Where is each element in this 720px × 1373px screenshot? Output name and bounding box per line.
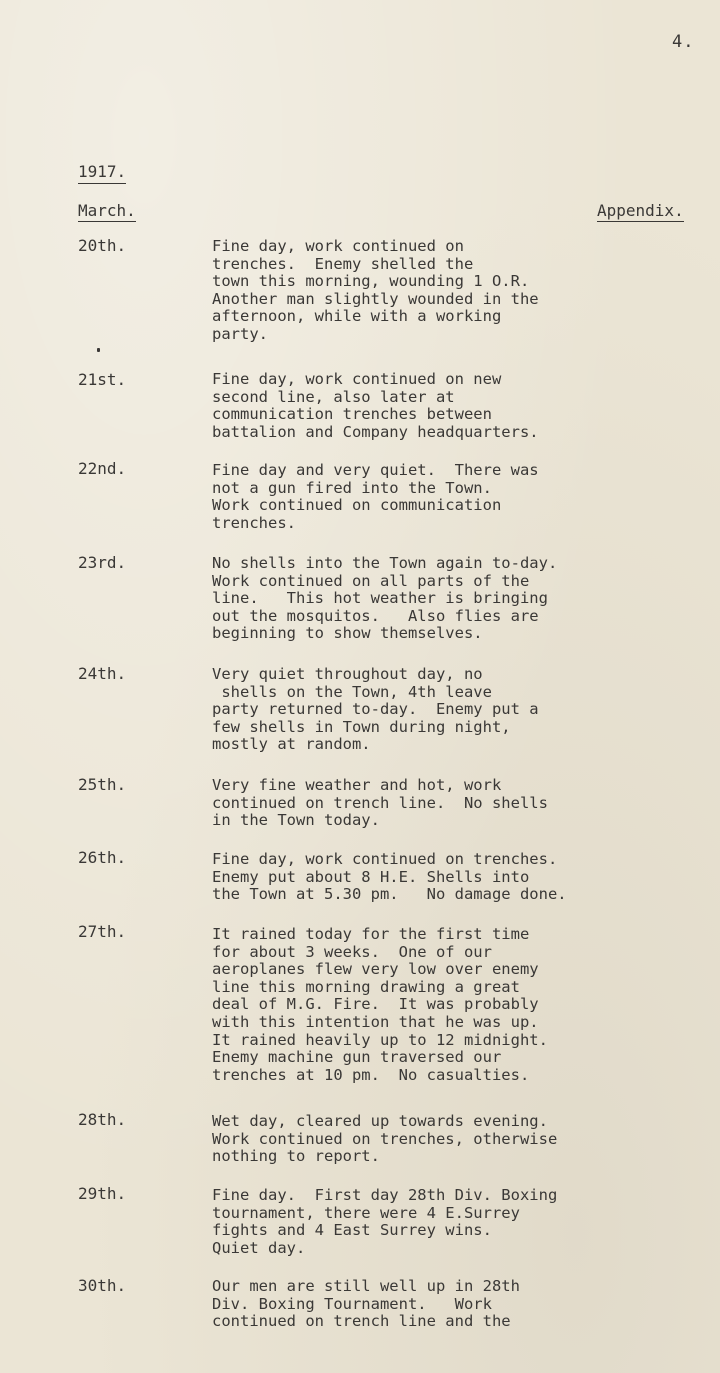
margin-ink-mark: [97, 348, 100, 352]
entry-date: 27th.: [78, 922, 127, 941]
appendix-heading: Appendix.: [597, 201, 684, 220]
entry-date: 24th.: [78, 664, 127, 683]
entry-text: Fine day, work continued on trenches. Enemy put about 8 H.E. Shells into the Town at 5.30 pm. No damage done.: [212, 850, 567, 904]
entry-text: Fine day. First day 28th Div. Boxing tournament, there were 4 E.Surrey fights and 4 East Surrey wins. Quiet day.: [212, 1186, 558, 1257]
entry-date: 25th.: [78, 775, 127, 794]
entry-date: 30th.: [78, 1276, 127, 1295]
entry-date: 20th.: [78, 236, 127, 255]
month-heading: March.: [78, 201, 136, 220]
page-number: 4.: [672, 32, 695, 52]
entry-text: Fine day, work continued on new second line, also later at communication trenches between battalion and Company headquarters.: [212, 370, 539, 441]
entry-date: 29th.: [78, 1184, 127, 1203]
entry-date: 22nd.: [78, 459, 127, 478]
year-heading: 1917.: [78, 162, 126, 184]
entry-date: 23rd.: [78, 553, 127, 572]
entry-date: 21st.: [78, 370, 127, 389]
entry-text: Fine day and very quiet. There was not a gun fired into the Town. Work continued on communication trenches.: [212, 461, 539, 532]
entry-text: Wet day, cleared up towards evening. Work continued on trenches, otherwise nothing to report.: [212, 1112, 558, 1166]
entry-text: It rained today for the first time for about 3 weeks. One of our aeroplanes flew very low over enemy line this morning drawing a great deal of M.G. Fire. It was probably with this intention that he was up. It rained heavily up to 12 midnight. Enemy machine gun traversed our trenches at 10 pm. No casualties.: [212, 925, 548, 1084]
entry-date: 28th.: [78, 1110, 127, 1129]
entry-text: Our men are still well up in 28th Div. Boxing Tournament. Work continued on trench line and the: [212, 1277, 520, 1331]
entry-text: No shells into the Town again to-day. Work continued on all parts of the line. This hot weather is bringing out the mosquitos. Also flies are beginning to show themselves.: [212, 554, 558, 643]
entry-date: 26th.: [78, 848, 127, 867]
entry-text: Fine day, work continued on trenches. Enemy shelled the town this morning, wounding 1 O.R. Another man slightly wounded in the afternoon, while with a working party.: [212, 237, 539, 343]
entry-text: Very quiet throughout day, no shells on the Town, 4th leave party returned to-day. Enemy put a few shells in Town during night, mostly at random.: [212, 665, 539, 754]
entry-text: Very fine weather and hot, work continued on trench line. No shells in the Town today.: [212, 776, 548, 830]
